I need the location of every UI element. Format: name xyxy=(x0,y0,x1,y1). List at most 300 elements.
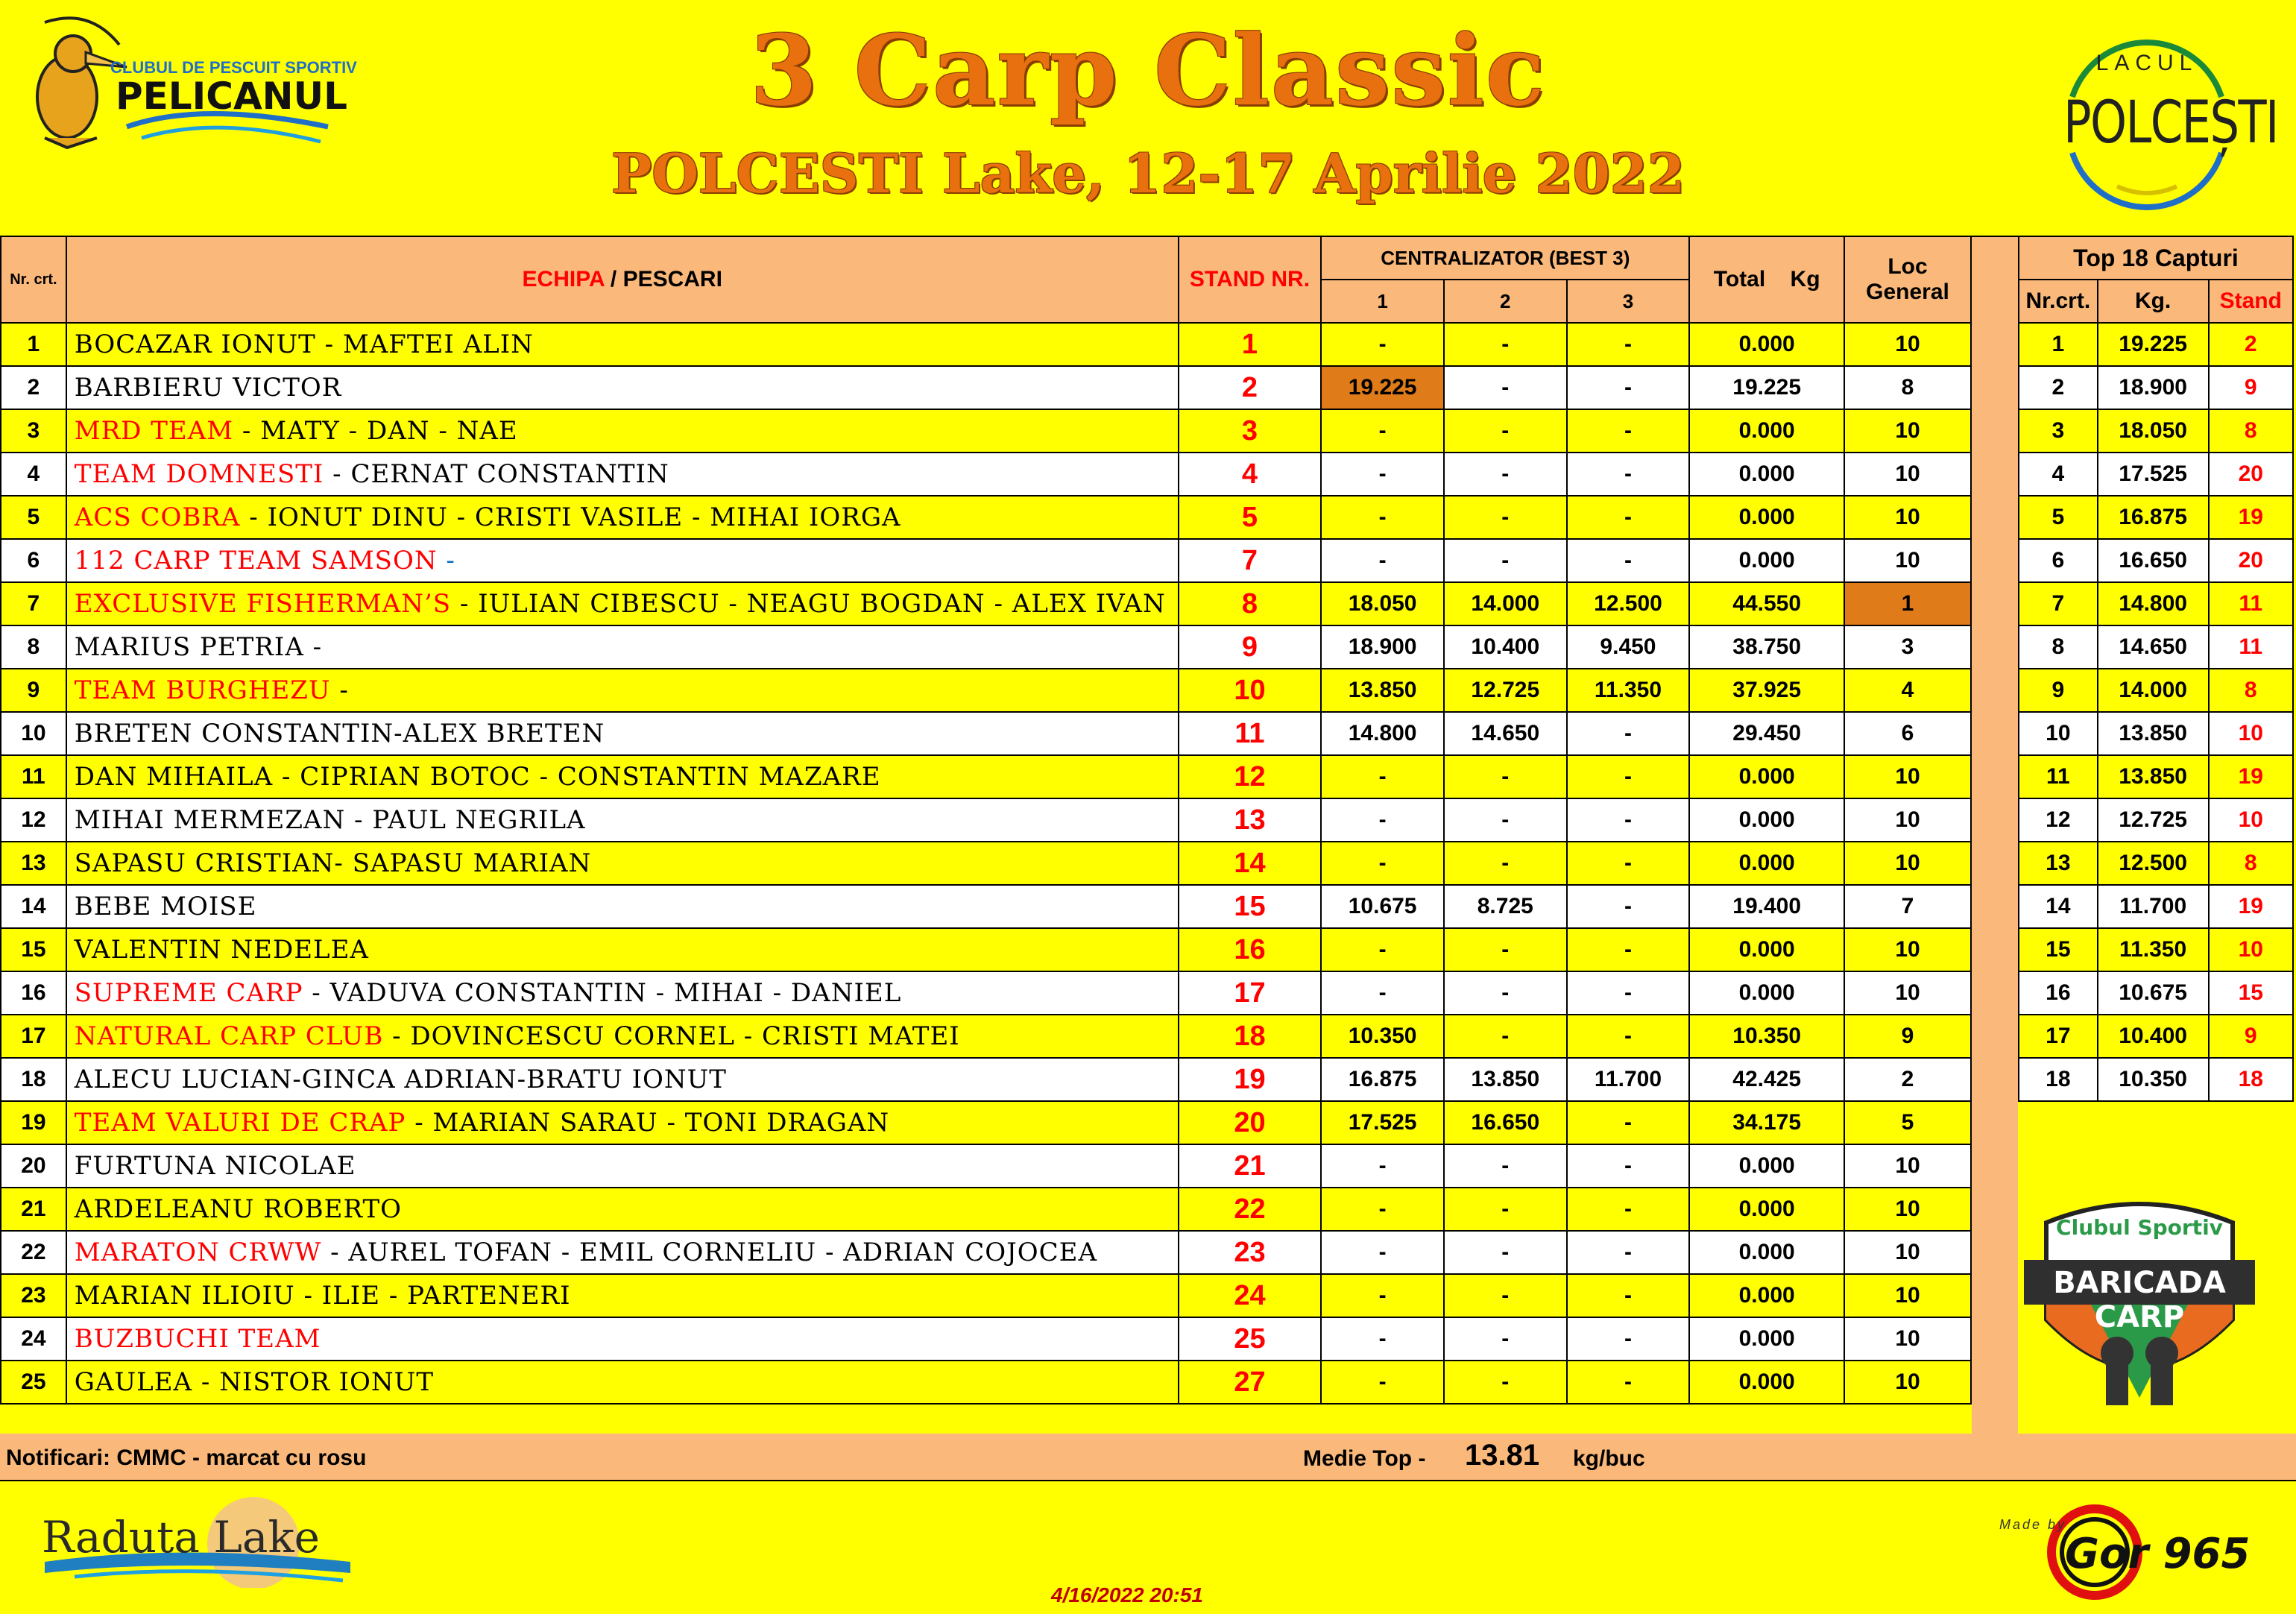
top-kg: 13.850 xyxy=(2098,712,2209,755)
team-members: MARIUS PETRIA - xyxy=(74,632,323,662)
catch-3: 12.500 xyxy=(1567,582,1690,625)
row-number: 14 xyxy=(1,885,66,928)
team-members: SAPASU CRISTIAN- SAPASU MARIAN xyxy=(74,848,592,878)
row-number: 23 xyxy=(1,1274,66,1317)
team-members: MARIAN ILIOIU - ILIE - PARTENERI xyxy=(74,1281,571,1311)
team-name: NATURAL CARP CLUB xyxy=(74,1021,384,1051)
total-kg: 0.000 xyxy=(1689,1144,1844,1188)
table-row xyxy=(1,1317,1971,1361)
top-stand: 11 xyxy=(2209,582,2293,625)
medie-value: 13.81 xyxy=(1465,1439,1540,1472)
top-kg: 13.850 xyxy=(2098,755,2209,798)
top-kg: 11.700 xyxy=(2098,885,2209,928)
catch-3: - xyxy=(1567,1144,1690,1188)
row-number: 7 xyxy=(1,582,66,625)
catch-2: - xyxy=(1444,409,1567,453)
team-members: BEBE MOISE xyxy=(74,892,257,921)
overall-place: 10 xyxy=(1844,842,1971,885)
team-members: - MARIAN SARAU - TONI DRAGAN xyxy=(406,1108,890,1138)
top-kg: 10.350 xyxy=(2098,1058,2209,1101)
team-name: BUZBUCHI TEAM xyxy=(74,1324,321,1354)
page-title: 3 Carp Classic xyxy=(749,13,1547,127)
header-centralizator: CENTRALIZATOR (BEST 3) xyxy=(1321,236,1689,280)
catch-1: - xyxy=(1321,453,1444,496)
baricada-name: BARICADA CARP xyxy=(2053,1266,2226,1334)
stand-number: 23 xyxy=(1179,1231,1322,1274)
table-row xyxy=(1,885,1971,928)
stand-number: 3 xyxy=(1179,409,1322,453)
catch-3: - xyxy=(1567,971,1690,1015)
top-row xyxy=(2019,971,2293,1015)
overall-place: 10 xyxy=(1844,1188,1971,1231)
top-row xyxy=(2019,669,2293,712)
top-rank: 6 xyxy=(2019,539,2098,582)
top-kg: 19.225 xyxy=(2098,323,2209,366)
catch-1: - xyxy=(1321,1144,1444,1188)
total-kg: 42.425 xyxy=(1689,1058,1844,1101)
table-row xyxy=(1,1058,1971,1101)
stand-number: 21 xyxy=(1179,1144,1322,1188)
top-title: Top 18 Capturi xyxy=(2019,236,2293,280)
overall-place: 3 xyxy=(1844,625,1971,669)
catch-3: - xyxy=(1567,366,1690,409)
stand-number: 24 xyxy=(1179,1274,1322,1317)
catch-2: - xyxy=(1444,496,1567,539)
stand-number: 4 xyxy=(1179,453,1322,496)
catch-2: 13.850 xyxy=(1444,1058,1567,1101)
total-kg: 44.550 xyxy=(1689,582,1844,625)
row-number: 25 xyxy=(1,1361,66,1404)
team-name: SUPREME CARP xyxy=(74,978,303,1008)
team-members: FURTUNA NICOLAE xyxy=(74,1151,356,1181)
row-number: 3 xyxy=(1,409,66,453)
catch-1: 10.350 xyxy=(1321,1015,1444,1058)
top-kg: 12.725 xyxy=(2098,798,2209,842)
top-stand: 2 xyxy=(2209,323,2293,366)
row-number: 19 xyxy=(1,1101,66,1144)
header-loc: Loc General xyxy=(1844,236,1971,323)
catch-2: - xyxy=(1444,1361,1567,1404)
catch-3: - xyxy=(1567,453,1690,496)
stand-number: 10 xyxy=(1179,669,1322,712)
top-rank: 3 xyxy=(2019,409,2098,453)
header-nr: Nr. crt. xyxy=(1,236,66,323)
row-number: 24 xyxy=(1,1317,66,1361)
overall-place: 10 xyxy=(1844,971,1971,1015)
row-number: 21 xyxy=(1,1188,66,1231)
catch-1: - xyxy=(1321,971,1444,1015)
top-header-stand: Stand xyxy=(2209,280,2293,323)
total-kg: 29.450 xyxy=(1689,712,1844,755)
total-kg: 0.000 xyxy=(1689,1361,1844,1404)
top-rank: 1 xyxy=(2019,323,2098,366)
pelicanul-tagline: CLUBUL DE PESCUIT SPORTIV xyxy=(110,58,357,77)
table-row xyxy=(1,625,1971,669)
catch-3: - xyxy=(1567,1101,1690,1144)
team-cell xyxy=(66,1058,1179,1101)
top-kg: 12.500 xyxy=(2098,842,2209,885)
catch-2: - xyxy=(1444,1274,1567,1317)
table-row xyxy=(1,1274,1971,1317)
row-number: 11 xyxy=(1,755,66,798)
catch-1: - xyxy=(1321,1274,1444,1317)
table-row xyxy=(1,1361,1971,1404)
table-row xyxy=(1,496,1971,539)
top-stand: 9 xyxy=(2209,366,2293,409)
top-rank: 14 xyxy=(2019,885,2098,928)
team-name: TEAM BURGHEZU xyxy=(74,675,331,705)
team-name: MRD TEAM xyxy=(74,416,234,446)
catch-1: - xyxy=(1321,1188,1444,1231)
team-cell xyxy=(66,323,1179,366)
top-kg: 16.650 xyxy=(2098,539,2209,582)
catch-3: - xyxy=(1567,842,1690,885)
top-row xyxy=(2019,928,2293,971)
header-team-separator: / xyxy=(604,267,623,291)
catch-3: - xyxy=(1567,1361,1690,1404)
catch-1: - xyxy=(1321,1317,1444,1361)
team-cell xyxy=(66,1361,1179,1404)
catch-3: - xyxy=(1567,885,1690,928)
catch-1: - xyxy=(1321,755,1444,798)
row-number: 15 xyxy=(1,928,66,971)
top-stand: 19 xyxy=(2209,755,2293,798)
top-row xyxy=(2019,409,2293,453)
overall-place: 10 xyxy=(1844,1144,1971,1188)
team-name: 112 CARP TEAM SAMSON xyxy=(74,546,438,576)
overall-place: 10 xyxy=(1844,1231,1971,1274)
team-cell xyxy=(66,1188,1179,1231)
catch-1: - xyxy=(1321,928,1444,971)
top-row xyxy=(2019,755,2293,798)
catch-2: - xyxy=(1444,1317,1567,1361)
results-body xyxy=(1,323,1971,1404)
catch-1: 14.800 xyxy=(1321,712,1444,755)
medie-label: Medie Top - xyxy=(1303,1446,1426,1471)
table-row xyxy=(1,1101,1971,1144)
total-kg: 19.400 xyxy=(1689,885,1844,928)
team-cell xyxy=(66,539,1179,582)
table-row xyxy=(1,712,1971,755)
top-rank: 2 xyxy=(2019,366,2098,409)
table-row xyxy=(1,1144,1971,1188)
top-stand: 8 xyxy=(2209,842,2293,885)
stand-number: 14 xyxy=(1179,842,1322,885)
stand-number: 19 xyxy=(1179,1058,1322,1101)
top-stand: 15 xyxy=(2209,971,2293,1015)
overall-place: 2 xyxy=(1844,1058,1971,1101)
total-kg: 0.000 xyxy=(1689,971,1844,1015)
team-cell xyxy=(66,928,1179,971)
overall-place: 5 xyxy=(1844,1101,1971,1144)
catch-2: - xyxy=(1444,1015,1567,1058)
row-number: 12 xyxy=(1,798,66,842)
team-cell xyxy=(66,453,1179,496)
catch-2: - xyxy=(1444,366,1567,409)
team-members: - VADUVA CONSTANTIN - MIHAI - DANIEL xyxy=(303,978,902,1008)
team-name: TEAM DOMNESTI xyxy=(74,459,324,489)
stand-number: 15 xyxy=(1179,885,1322,928)
top-kg: 14.000 xyxy=(2098,669,2209,712)
catch-2: - xyxy=(1444,798,1567,842)
medie-unit: kg/buc xyxy=(1573,1446,1645,1471)
team-cell xyxy=(66,1144,1179,1188)
catch-2: - xyxy=(1444,323,1567,366)
row-number: 16 xyxy=(1,971,66,1015)
overall-place: 10 xyxy=(1844,1274,1971,1317)
row-number: 18 xyxy=(1,1058,66,1101)
top-kg: 16.875 xyxy=(2098,496,2209,539)
top-stand: 10 xyxy=(2209,798,2293,842)
top-kg: 14.650 xyxy=(2098,625,2209,669)
catch-2: - xyxy=(1444,453,1567,496)
top-row xyxy=(2019,842,2293,885)
stand-number: 13 xyxy=(1179,798,1322,842)
catch-3: - xyxy=(1567,539,1690,582)
team-cell xyxy=(66,971,1179,1015)
timestamp: 4/16/2022 20:51 xyxy=(1051,1583,1203,1607)
top-stand: 9 xyxy=(2209,1015,2293,1058)
overall-place: 10 xyxy=(1844,453,1971,496)
table-row xyxy=(1,323,1971,366)
top-stand: 10 xyxy=(2209,712,2293,755)
team-cell xyxy=(66,582,1179,625)
top-row xyxy=(2019,798,2293,842)
team-members: DAN MIHAILA - CIPRIAN BOTOC - CONSTANTIN MAZARE xyxy=(74,762,881,792)
top-stand: 19 xyxy=(2209,496,2293,539)
catch-1: 10.675 xyxy=(1321,885,1444,928)
top-stand: 8 xyxy=(2209,409,2293,453)
stand-number: 5 xyxy=(1179,496,1322,539)
table-row xyxy=(1,755,1971,798)
stand-number: 8 xyxy=(1179,582,1322,625)
catch-3: - xyxy=(1567,712,1690,755)
team-members: - AUREL TOFAN - EMIL CORNELIU - ADRIAN COJOCEA xyxy=(321,1238,1098,1267)
team-cell xyxy=(66,842,1179,885)
table-row xyxy=(1,798,1971,842)
table-row xyxy=(1,409,1971,453)
catch-3: - xyxy=(1567,496,1690,539)
overall-place: 6 xyxy=(1844,712,1971,755)
results-table xyxy=(0,236,1972,1405)
top-row xyxy=(2019,453,2293,496)
notificari-text: Notificari: CMMC - marcat cu rosu xyxy=(6,1446,367,1470)
stand-number: 20 xyxy=(1179,1101,1322,1144)
stand-number: 16 xyxy=(1179,928,1322,971)
table-row xyxy=(1,1188,1971,1231)
table-separator xyxy=(1972,236,2018,1435)
stand-number: 27 xyxy=(1179,1361,1322,1404)
team-members: ARDELEANU ROBERTO xyxy=(74,1194,402,1224)
team-members: - IONUT DINU - CRISTI VASILE - MIHAI IORGA xyxy=(240,502,901,532)
total-kg: 0.000 xyxy=(1689,409,1844,453)
top-kg: 17.525 xyxy=(2098,453,2209,496)
team-members: BOCAZAR IONUT - MAFTEI ALIN xyxy=(74,330,534,359)
header-c2: 2 xyxy=(1444,280,1567,323)
top-stand: 18 xyxy=(2209,1058,2293,1101)
catch-3: - xyxy=(1567,1188,1690,1231)
catch-2: 14.650 xyxy=(1444,712,1567,755)
row-number: 4 xyxy=(1,453,66,496)
made-by-text: Made by xyxy=(1999,1517,2067,1532)
top-kg: 18.050 xyxy=(2098,409,2209,453)
catch-3: - xyxy=(1567,755,1690,798)
stand-number: 25 xyxy=(1179,1317,1322,1361)
team-name: EXCLUSIVE FISHERMAN’S xyxy=(74,589,452,619)
overall-place: 4 xyxy=(1844,669,1971,712)
table-row xyxy=(1,842,1971,885)
catch-1: 18.050 xyxy=(1321,582,1444,625)
top-kg: 10.400 xyxy=(2098,1015,2209,1058)
catch-1: - xyxy=(1321,496,1444,539)
team-members: - xyxy=(330,675,349,705)
catch-1: - xyxy=(1321,842,1444,885)
overall-place: 10 xyxy=(1844,539,1971,582)
total-kg: 0.000 xyxy=(1689,1317,1844,1361)
top-stand: 19 xyxy=(2209,885,2293,928)
stand-number: 12 xyxy=(1179,755,1322,798)
gor965-text: Gor 965 xyxy=(2065,1530,2251,1578)
catch-2: - xyxy=(1444,971,1567,1015)
top-rank: 16 xyxy=(2019,971,2098,1015)
top-row xyxy=(2019,1058,2293,1101)
team-members: BARBIERU VICTOR xyxy=(74,373,342,403)
catch-3: - xyxy=(1567,798,1690,842)
team-members: - MATY - DAN - NAE xyxy=(233,416,518,446)
table-row xyxy=(1,453,1971,496)
stand-number: 11 xyxy=(1179,712,1322,755)
top-rank: 5 xyxy=(2019,496,2098,539)
catch-3: - xyxy=(1567,1015,1690,1058)
overall-place: 9 xyxy=(1844,1015,1971,1058)
catch-2: - xyxy=(1444,755,1567,798)
catch-1: 18.900 xyxy=(1321,625,1444,669)
catch-2: 16.650 xyxy=(1444,1101,1567,1144)
team-members: MIHAI MERMEZAN - PAUL NEGRILA xyxy=(74,805,586,835)
catch-2: 12.725 xyxy=(1444,669,1567,712)
team-members: VALENTIN NEDELEA xyxy=(74,935,369,965)
top-rank: 13 xyxy=(2019,842,2098,885)
total-kg: 0.000 xyxy=(1689,1231,1844,1274)
total-kg: 38.750 xyxy=(1689,625,1844,669)
catch-1: 19.225 xyxy=(1321,366,1444,409)
team-cell xyxy=(66,669,1179,712)
catch-1: - xyxy=(1321,323,1444,366)
overall-place: 1 xyxy=(1844,582,1971,625)
total-kg: 0.000 xyxy=(1689,1274,1844,1317)
team-members: - DOVINCESCU CORNEL - CRISTI MATEI xyxy=(383,1021,960,1051)
stand-number: 22 xyxy=(1179,1188,1322,1231)
catch-2: - xyxy=(1444,1188,1567,1231)
header-team-echipa: ECHIPA xyxy=(522,267,605,291)
total-kg: 0.000 xyxy=(1689,539,1844,582)
top-header-kg: Kg. xyxy=(2098,280,2209,323)
overall-place: 10 xyxy=(1844,1317,1971,1361)
catch-2: - xyxy=(1444,928,1567,971)
overall-place: 7 xyxy=(1844,885,1971,928)
catch-2: - xyxy=(1444,539,1567,582)
row-number: 5 xyxy=(1,496,66,539)
gor965-logo xyxy=(1998,1498,2266,1603)
header-stand: STAND NR. xyxy=(1179,236,1322,323)
team-members: GAULEA - NISTOR IONUT xyxy=(74,1367,435,1397)
stand-number: 18 xyxy=(1179,1015,1322,1058)
catch-1: - xyxy=(1321,409,1444,453)
row-number: 22 xyxy=(1,1231,66,1274)
top-rank: 17 xyxy=(2019,1015,2098,1058)
team-cell xyxy=(66,409,1179,453)
catch-2: 14.000 xyxy=(1444,582,1567,625)
top-stand: 11 xyxy=(2209,625,2293,669)
top-stand: 20 xyxy=(2209,539,2293,582)
team-name: MARATON CRWW xyxy=(74,1238,322,1267)
top-stand: 10 xyxy=(2209,928,2293,971)
row-number: 17 xyxy=(1,1015,66,1058)
team-cell xyxy=(66,1317,1179,1361)
top-kg: 18.900 xyxy=(2098,366,2209,409)
catch-3: - xyxy=(1567,928,1690,971)
catch-2: - xyxy=(1444,1231,1567,1274)
overall-place: 10 xyxy=(1844,496,1971,539)
total-kg: 0.000 xyxy=(1689,323,1844,366)
team-cell xyxy=(66,885,1179,928)
top-kg: 10.675 xyxy=(2098,971,2209,1015)
team-cell xyxy=(66,625,1179,669)
top-rank: 10 xyxy=(2019,712,2098,755)
team-members: - xyxy=(437,546,455,576)
team-cell xyxy=(66,1101,1179,1144)
total-kg: 0.000 xyxy=(1689,842,1844,885)
overall-place: 10 xyxy=(1844,928,1971,971)
catch-2: - xyxy=(1444,842,1567,885)
table-row xyxy=(1,539,1971,582)
top-row xyxy=(2019,625,2293,669)
raduta-lake-text: Raduta Lake xyxy=(42,1512,320,1563)
overall-place: 10 xyxy=(1844,1361,1971,1404)
team-cell xyxy=(66,798,1179,842)
top-rank: 7 xyxy=(2019,582,2098,625)
row-number: 6 xyxy=(1,539,66,582)
top-kg: 14.800 xyxy=(2098,582,2209,625)
stand-number: 9 xyxy=(1179,625,1322,669)
header-team xyxy=(66,236,1179,323)
team-name: ACS COBRA xyxy=(74,502,241,532)
catch-3: - xyxy=(1567,1231,1690,1274)
top-rank: 11 xyxy=(2019,755,2098,798)
pelicanul-name: PELICANUL xyxy=(116,75,347,118)
catch-3: - xyxy=(1567,409,1690,453)
team-cell xyxy=(66,1274,1179,1317)
overall-place: 10 xyxy=(1844,409,1971,453)
top-row xyxy=(2019,366,2293,409)
top-row xyxy=(2019,1015,2293,1058)
raduta-lake-logo xyxy=(30,1491,358,1588)
polcesti-name: POLCEȘTI xyxy=(2063,89,2278,157)
catch-1: - xyxy=(1321,798,1444,842)
baricada-top-text: Clubul Sportiv xyxy=(2056,1215,2223,1240)
table-row xyxy=(1,1015,1971,1058)
catch-2: 8.725 xyxy=(1444,885,1567,928)
top-stand: 20 xyxy=(2209,453,2293,496)
team-members: - IULIAN CIBESCU - NEAGU BOGDAN - ALEX IVAN xyxy=(451,589,1166,619)
polcesti-top-text: LACUL xyxy=(2095,51,2198,75)
team-cell xyxy=(66,1015,1179,1058)
table-row xyxy=(1,582,1971,625)
top-row xyxy=(2019,712,2293,755)
table-row xyxy=(1,669,1971,712)
top-rank: 8 xyxy=(2019,625,2098,669)
header-team-pescari: PESCARI xyxy=(622,267,722,291)
